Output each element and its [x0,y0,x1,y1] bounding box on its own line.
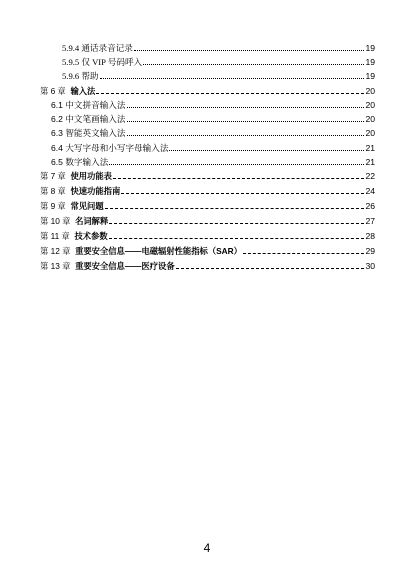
toc-entry-5-9-5[interactable] [62,56,375,68]
toc-dot-leader [109,156,364,168]
toc-chapter-title [40,200,104,212]
toc-entry-page: 19 [365,57,375,67]
toc-chapter-title [40,185,120,197]
toc-entry-page: 29 [365,246,375,256]
toc-chapter-label: 第 12 章 [40,246,71,256]
toc-entry-page: 30 [365,261,375,271]
toc-chapter-title [40,85,95,97]
toc-entry-page: 28 [365,231,375,241]
toc-entry-6-2[interactable] [51,113,375,125]
toc-chapter-label: 第 10 章 [40,216,71,226]
toc-chapter-name: 重要安全信息——医疗设备 [75,261,175,271]
toc-chapter-10[interactable] [40,215,375,227]
toc-entry-title: 6.4 大写字母和小写字母输入法 [51,143,169,153]
toc-entry-title: 5.9.6 帮助 [62,71,99,81]
toc-chapter-name: 重要安全信息——电磁辐射性能指标（SAR） [75,246,242,256]
toc-dot-leader [127,99,365,111]
toc-dash-leader [243,245,365,257]
toc-entry-page: 20 [365,128,375,138]
toc-entry-page: 19 [365,43,375,53]
toc-dot-leader [143,56,364,68]
toc-entry-5-9-6[interactable] [62,70,375,82]
toc-chapter-label: 第 8 章 [40,186,66,196]
toc-entry-6-4[interactable] [51,142,375,154]
toc-entry-page: 27 [365,216,375,226]
toc-entry-6-3[interactable] [51,127,375,139]
toc-dot-leader [127,113,365,125]
toc-entry-page: 19 [365,71,375,81]
toc-chapter-name: 常见问题 [70,201,104,211]
toc-chapter-name: 名词解释 [75,216,109,226]
toc-dash-leader [109,230,365,242]
toc-dot-leader [134,42,365,54]
toc-entry-page: 21 [365,143,375,153]
toc-chapter-name: 输入法 [70,86,96,96]
toc-chapter-label: 第 9 章 [40,201,66,211]
toc-entry-title: 6.5 数字输入法 [51,157,109,167]
toc-chapter-label: 第 7 章 [40,171,66,181]
toc-dot-leader [127,127,365,139]
toc-chapter-13[interactable] [40,260,375,272]
toc-chapter-title [40,215,108,227]
toc-chapter-title [40,245,242,257]
toc-chapter-label: 第 11 章 [40,231,70,241]
toc-dash-leader [113,170,364,182]
toc-entry-page: 26 [365,201,375,211]
toc-entry-page: 21 [365,157,375,167]
toc-chapter-12[interactable] [40,245,375,257]
toc-dash-leader [121,185,364,197]
toc-chapter-8[interactable] [40,185,375,197]
toc-entry-title: 6.2 中文笔画输入法 [51,114,126,124]
toc-chapter-11[interactable] [40,230,375,242]
toc-entry-title: 6.3 智能英文输入法 [51,128,126,138]
toc-dash-leader [96,85,364,97]
toc-chapter-6[interactable] [40,85,375,97]
toc-entry-page: 20 [365,86,375,96]
page-number: 4 [203,541,211,555]
toc-dot-leader [169,142,364,154]
toc-dot-leader [100,70,365,82]
toc-chapter-name: 快速功能指南 [70,186,121,196]
toc-chapter-9[interactable] [40,200,375,212]
toc-entry-6-1[interactable] [51,99,375,111]
toc-chapter-label: 第 13 章 [40,261,71,271]
toc-dash-leader [176,260,365,272]
toc-entry-page: 20 [365,114,375,124]
toc-entry-title: 6.1 中文拼音输入法 [51,100,126,110]
toc-chapter-label: 第 6 章 [40,86,66,96]
toc-entry-page: 20 [365,100,375,110]
toc-chapter-title [40,170,112,182]
toc-entry-6-5[interactable] [51,156,375,168]
toc-entry-5-9-4[interactable] [62,42,375,54]
toc-entry-page: 22 [365,171,375,181]
toc-dash-leader [109,215,364,227]
toc-chapter-name: 使用功能表 [70,171,112,181]
toc-chapter-7[interactable] [40,170,375,182]
toc-dash-leader [105,200,365,212]
toc-entry-title: 5.9.4 通话录音记录 [62,43,133,53]
toc-entry-page: 24 [365,186,375,196]
toc-entry-title: 5.9.5 仅 VIP 号码呼入 [62,57,143,67]
toc-chapter-name: 技术参数 [74,231,108,241]
toc-chapter-title [40,230,108,242]
toc-chapter-title [40,260,175,272]
